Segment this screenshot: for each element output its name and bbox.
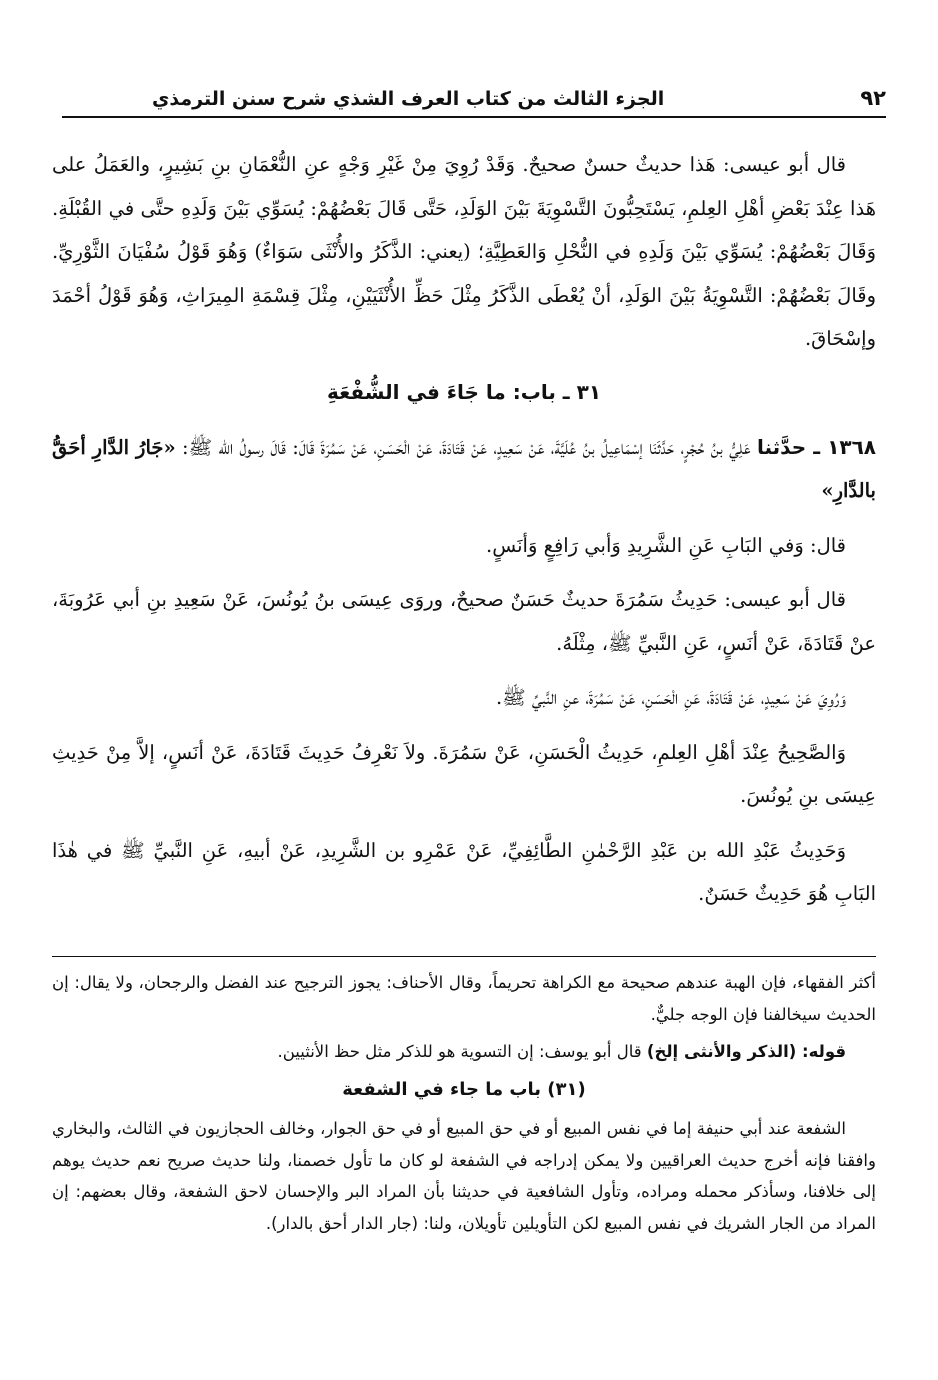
commentary-lemma: قوله: (الذكر والأنثى إلخ) bbox=[646, 1042, 846, 1061]
page-number: ٩٢ bbox=[860, 86, 886, 110]
commentary-paragraph bbox=[52, 1036, 876, 1068]
hadith-chain: عَلِيُّ بنُ حُجْرٍ، حَدَّثَنَا إسْمَاعِيلُ بنُ عُلَيَّةَ، عَنْ سَعِيدٍ، عَنْ قَتَادَةَ، عَنْ الْحَسَنِ، عَنْ سَمُرَةَ قَالَ: قَالَ رسولُ الله ﷺ: bbox=[182, 435, 751, 459]
footnote-divider bbox=[52, 956, 876, 957]
running-title: الجزء الثالث من كتاب العرف الشذي شرح سنن الترمذي bbox=[152, 88, 665, 110]
commentary bbox=[52, 967, 876, 1245]
paragraph-abu-isa: قال أبو عيسى: حَدِيثُ سَمُرَةَ حديثٌ حَسَنٌ صحيحٌ، وروَى عِيسَى بنُ يُونُسَ، عَنْ سَعِيدِ بنِ أبي عَرُوبَةَ، عنْ قَتَادَةَ، عَنْ أنَسٍ، عَنِ النَّبيِّ ﷺ، مِثْلَهُ. bbox=[52, 588, 876, 655]
paragraph-taifi: وَحَدِيثُ عَبْدِ الله بن عَبْدِ الرَّحْمٰنِ الطَّائِفِيِّ، عَنْ عَمْرِو بن الشَّرِيدِ، عَنْ أبيهِ، عَنِ النَّبيِّ ﷺ في هٰذَا البَابِ هُوَ حَدِيثٌ حَسَنٌ. bbox=[52, 838, 876, 905]
paragraph-fil-bab: قال: وَفي البَابِ عَنِ الشَّرِيدِ وَأبي رَافِعٍ وَأنَسٍ. bbox=[486, 533, 846, 557]
commentary-text: قال أبو يوسف: إن التسوية هو للذكر مثل حظ الأنثيين. bbox=[277, 1042, 642, 1061]
hadith-matn: «جَارُ الدَّارِ أحَقُّ بالدَّارِ» bbox=[52, 435, 876, 502]
running-header bbox=[62, 80, 886, 118]
hadith-paragraph bbox=[52, 426, 876, 513]
main-text bbox=[52, 143, 876, 927]
paragraph-sahih: وَالصَّحِيحُ عِنْدَ أهْلِ العِلمِ، حَدِيثُ الْحَسَنِ، عَنْ سَمُرَةَ. ولاَ نَعْرِفُ حَدِيثَ قَتَادَةَ، عَنْ أنَسٍ، إلاَّ مِنْ حَدِيثِ عِيسَى بنِ يُونُسَ. bbox=[52, 740, 876, 807]
commentary-paragraph: أكثر الفقهاء، فإن الهبة عندهم صحيحة مع الكراهة تحريماً، وقال الأحناف: يجوز الترجيح عند الفضل والرجحان، ولا يقال: إن الحديث سيخالفنا فإن الوجه جليٌّ. bbox=[52, 973, 876, 1024]
hadith-number: ١٣٦٨ ـ حدَّثنا bbox=[756, 434, 877, 459]
chapter-heading: ٣١ ـ باب: ما جَاءَ في الشُّفْعَةِ bbox=[326, 379, 602, 404]
commentary-paragraph: الشفعة عند أبي حنيفة إما في نفس المبيع أو في حق المبيع أو في حق الجوار، وخالف الحجازيون في الثالث، والبخاري وافقنا فإنه أخرج حديث العراقيين ولا يمكن إدراجه في الشفعة لو كان ما تأول خصمنا، ولنا حديث صريح نعم حديث يوهم إلى خلافنا، وسأذكر محمله ومراده، وتأول الشافعية في حديثنا بأن المراد البر والإحسان لاحق الشفعة، وقال بعضهم: إن المراد من الجار الشريك في نفس المبيع لكن التأويلين تأويلان، ولنا: (جار الدار أحق بالدار). bbox=[52, 1119, 876, 1233]
paragraph-ruwiya: وَرُوِيَ عَنْ سَعِيدٍ، عَنْ قَتَادَةَ، عَنِ الْحَسَنِ، عَنْ سَمُرَةَ، عنِ النَّبيِّ ﷺ. bbox=[495, 686, 846, 709]
commentary-chapter-heading: (٣١) باب ما جاء في الشفعة bbox=[342, 1078, 586, 1100]
paragraph-tasawiya: قال أبو عيسى: هَذا حديثٌ حسنٌ صحيحٌ. وَقَدْ رُوِيَ مِنْ غَيْرِ وَجْهٍ عنِ النُّعْمَانِ بنِ بَشِيرٍ، والعَمَلُ على هَذا عِنْدَ بَعْضِ أهْلِ العِلمِ، يَسْتَحِبُّونَ التَّسْوِيَةَ بَيْنَ الوَلَدِ، حَتَّى قَالَ بَعْضُهُمْ: يُسَوِّي بَيْنَ وَلَدِهِ حتَّى في القُبْلَةِ. وَقَالَ بَعْضُهُمْ: يُسَوِّي بَيْنَ وَلَدِهِ في النُّحْلِ وَالعَطِيَّةِ؛ (يعني: الذَّكَرُ والأُنْثَى سَوَاءٌ) وَهُوَ قَوْلُ سُفْيَانَ الثَّوْرِيِّ. وقَالَ بَعْضُهُمْ: التَّسْوِيَةُ بَيْنَ الوَلَدِ، أنْ يُعْطَى الذَّكَرُ مِثْلَ حَظِّ الأُنْثَيَيْنِ، مِثْلَ قِسْمَةِ المِيرَاثِ، وَهُوَ قَوْلُ أحْمَدَ وإسْحَاقَ. bbox=[52, 153, 876, 350]
